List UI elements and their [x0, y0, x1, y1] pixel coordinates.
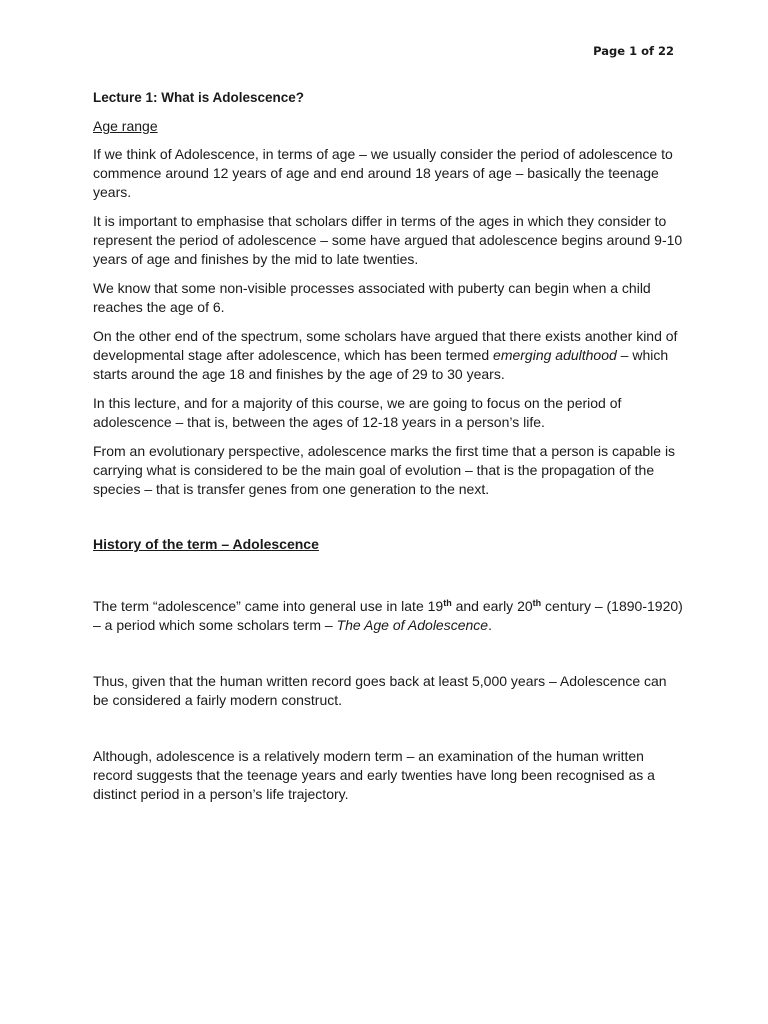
paragraph-modern-term: Although, adolescence is a relatively modern term – an examination of the human written record suggests that the teenage years and early twenties have long been recognised as a distinct period in a person’s life trajectory.	[93, 748, 655, 802]
paragraph-spectrum	[93, 327, 683, 384]
term-part-1: The term “adolescence” came into general use in late 19	[93, 598, 444, 614]
document-body	[93, 88, 683, 814]
paragraph-evolution: From an evolutionary perspective, adolescence marks the first time that a person is capable is carrying what is considered to be the main goal of evolution – that is the propagation of the species – that is transfer genes from one generation to the next.	[93, 443, 676, 497]
paragraph-scholars-differ: It is important to emphasise that scholars differ in terms of the ages in which they consider to represent the period of adolescence – some have argued that adolescence begins around 9-10 years of age and finishes by the mid to late twenties.	[93, 213, 683, 267]
paragraph-term-origin	[93, 597, 683, 635]
paragraph-lecture-focus: In this lecture, and for a majority of this course, we are going to focus on the period of adolescence – that is, between the ages of 12-18 years in a person’s life.	[93, 395, 622, 430]
spectrum-emphasis: emerging adulthood	[493, 347, 617, 363]
age-range-heading: Age range	[93, 118, 158, 134]
paragraph-puberty: We know that some non-visible processes associated with puberty can begin when a child reaches the age of 6.	[93, 280, 651, 315]
lecture-title: Lecture 1: What is Adolescence?	[93, 90, 305, 105]
spectrum-text-after: – which starts around the age 18 and finishes by the age of 29 to 30 years.	[93, 347, 669, 382]
term-emphasis: The Age of Adolescence	[336, 617, 489, 633]
page-number: Page 1 of 22	[593, 44, 674, 58]
history-heading: History of the term – Adolescence	[93, 536, 319, 552]
term-sup-2: th	[532, 598, 542, 608]
term-part-2: and early 20	[451, 598, 533, 614]
term-part-4: .	[488, 617, 492, 633]
term-part-3: century – (1890-1920) – a period which some scholars term –	[93, 598, 683, 633]
paragraph-age-definition: If we think of Adolescence, in terms of age – we usually consider the period of adolescence to commence around 12 years of age and end around 18 years of age – basically the teenage years.	[93, 146, 673, 200]
spectrum-text-before: On the other end of the spectrum, some scholars have argued that there exists another kind of developmental stage after adolescence, which has been termed	[93, 328, 678, 363]
term-sup-1: th	[443, 598, 452, 608]
paragraph-written-record: Thus, given that the human written record goes back at least 5,000 years – Adolescence can be considered a fairly modern construct.	[93, 673, 667, 708]
